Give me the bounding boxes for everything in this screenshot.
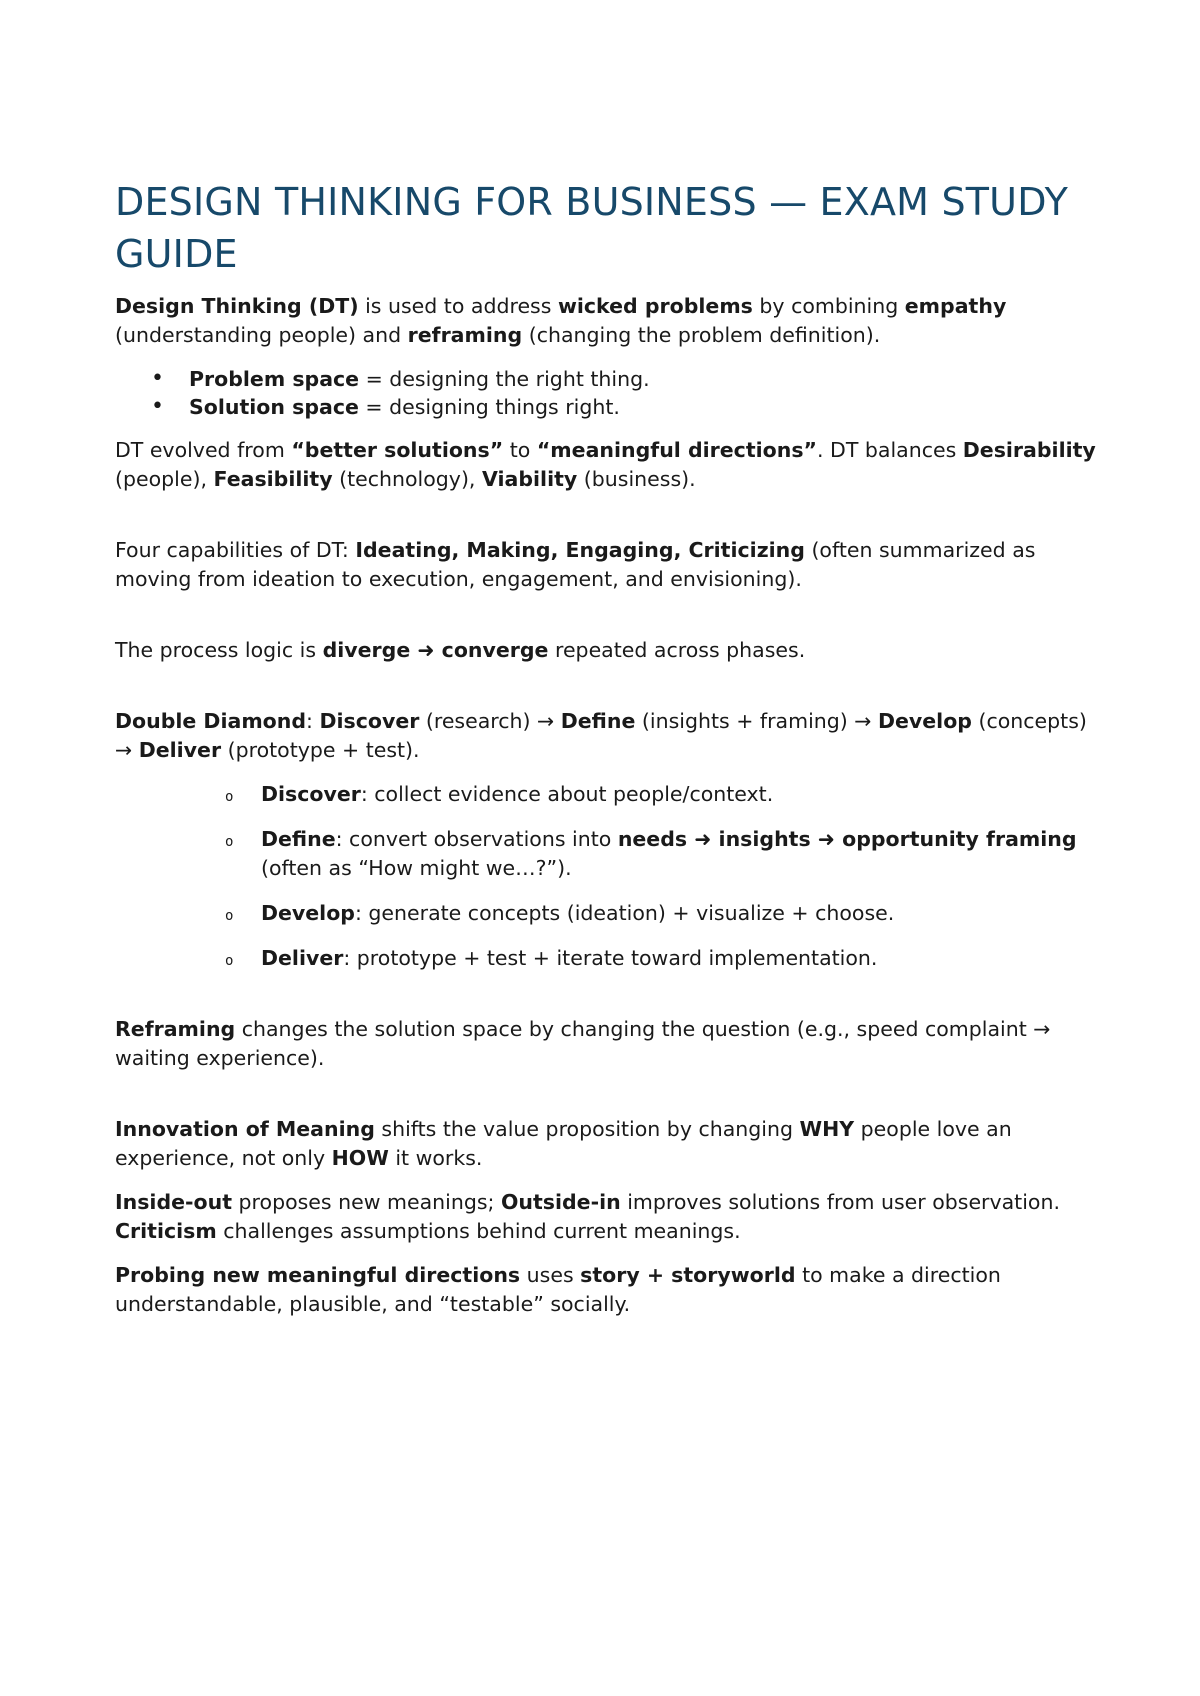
text: (business). <box>577 467 696 491</box>
text: proposes new meanings; <box>232 1190 501 1214</box>
paragraph-dt-definition <box>115 292 1100 350</box>
text: shifts the value proposition by changing <box>374 1117 800 1141</box>
text: = designing the right thing. <box>359 367 650 391</box>
paragraph-inside-outside <box>115 1188 1100 1246</box>
term-meaningful-directions: “meaningful directions” <box>536 438 818 462</box>
text: people love an experience, not only <box>115 1117 1012 1170</box>
text: uses <box>520 1263 581 1287</box>
paragraph-double-diamond <box>115 707 1100 765</box>
text: . DT balances <box>817 438 963 462</box>
text: by combining <box>752 294 905 318</box>
text: improves solutions from user observation. <box>620 1190 1060 1214</box>
text: : generate concepts (ideation) + visualize + choose. <box>354 901 895 925</box>
term-reframing: Reframing <box>115 1017 236 1041</box>
text: : <box>306 709 320 733</box>
text: (people), <box>115 467 214 491</box>
term-deliver: Deliver <box>138 738 222 762</box>
term-discover: Discover <box>319 709 420 733</box>
sub-list-item <box>115 825 1100 883</box>
phase-name: Deliver <box>261 946 344 970</box>
term-story-storyworld: story + storyworld <box>580 1263 796 1287</box>
text: The process logic is <box>115 638 323 662</box>
bullet-item <box>115 393 1100 421</box>
term-empathy: empathy <box>904 294 1007 318</box>
circle-bullet-icon: o <box>225 953 234 969</box>
bullet-icon: • <box>151 366 164 391</box>
term-probing-directions: Probing new meaningful directions <box>115 1263 521 1287</box>
circle-bullet-icon: o <box>225 908 234 924</box>
term-wicked-problems: wicked problems <box>557 294 753 318</box>
phase-sub-list <box>115 780 1100 973</box>
term-define: Define <box>560 709 636 733</box>
phase-name: Develop <box>261 901 355 925</box>
term-criticism: Criticism <box>115 1219 217 1243</box>
term-double-diamond: Double Diamond <box>115 709 307 733</box>
paragraph-innovation-of-meaning <box>115 1115 1100 1173</box>
term-diverge-converge: diverge ➜ converge <box>322 638 549 662</box>
term-feasibility: Feasibility <box>213 467 333 491</box>
text: : convert observations into <box>335 827 618 851</box>
text: (understanding people) and <box>115 323 408 347</box>
paragraph-capabilities <box>115 536 1100 594</box>
text: DT evolved from <box>115 438 292 462</box>
term-reframing: reframing <box>407 323 523 347</box>
text: it works. <box>388 1146 483 1170</box>
bullet-icon: • <box>151 394 164 419</box>
text: challenges assumptions behind current meanings. <box>216 1219 741 1243</box>
term-desirability: Desirability <box>962 438 1096 462</box>
phase-name: Define <box>261 827 336 851</box>
phase-name: Discover <box>261 782 361 806</box>
text: (insights + framing) → <box>635 709 878 733</box>
document-page <box>115 176 1100 1334</box>
paragraph-probing <box>115 1261 1100 1319</box>
circle-bullet-icon: o <box>225 834 234 850</box>
text: (often as “How might we…?”). <box>261 856 572 880</box>
space-bullet-list <box>115 365 1100 421</box>
term-problem-space: Problem space <box>189 367 360 391</box>
text: (changing the problem definition). <box>522 323 881 347</box>
text: (technology), <box>332 467 482 491</box>
term-outside-in: Outside-in <box>500 1190 621 1214</box>
text: to make a direction understandable, plausible, and “testable” socially. <box>115 1263 1001 1316</box>
term-develop: Develop <box>877 709 972 733</box>
text: Four capabilities of DT: <box>115 538 356 562</box>
term-solution-space: Solution space <box>189 395 359 419</box>
paragraph-reframing <box>115 1015 1100 1073</box>
term-capabilities: Ideating, Making, Engaging, Criticizing <box>355 538 805 562</box>
text: : prototype + test + iterate toward implementation. <box>343 946 878 970</box>
text: to <box>503 438 537 462</box>
text: (prototype + test). <box>221 738 420 762</box>
text: : collect evidence about people/context. <box>360 782 774 806</box>
bullet-item <box>115 365 1100 393</box>
text: (often summarized as moving from ideation to execution, engagement, and envisioning). <box>115 538 1036 591</box>
term-how: HOW <box>331 1146 389 1170</box>
circle-bullet-icon: o <box>225 789 234 805</box>
term-innovation-of-meaning: Innovation of Meaning <box>115 1117 375 1141</box>
text: (research) → <box>419 709 561 733</box>
term-why: WHY <box>799 1117 855 1141</box>
sub-list-item <box>115 899 1100 928</box>
text: repeated across phases. <box>548 638 806 662</box>
document-title: DESIGN THINKING FOR BUSINESS — EXAM STUDY GUIDE <box>115 180 1068 276</box>
term-needs-insights: needs ➜ insights ➜ opportunity framing <box>617 827 1077 851</box>
paragraph-dt-evolution <box>115 436 1100 494</box>
text: is used to address <box>358 294 558 318</box>
paragraph-process-logic <box>115 636 1100 665</box>
sub-list-item <box>115 944 1100 973</box>
term-inside-out: Inside-out <box>115 1190 233 1214</box>
text: changes the solution space by changing the question (e.g., speed complaint → waiting experience). <box>115 1017 1051 1070</box>
term-design-thinking: Design Thinking (DT) <box>115 294 359 318</box>
sub-list-item <box>115 780 1100 809</box>
term-viability: Viability <box>481 467 578 491</box>
term-better-solutions: “better solutions” <box>291 438 504 462</box>
text: (concepts) → <box>115 709 1087 762</box>
text: = designing things right. <box>358 395 620 419</box>
